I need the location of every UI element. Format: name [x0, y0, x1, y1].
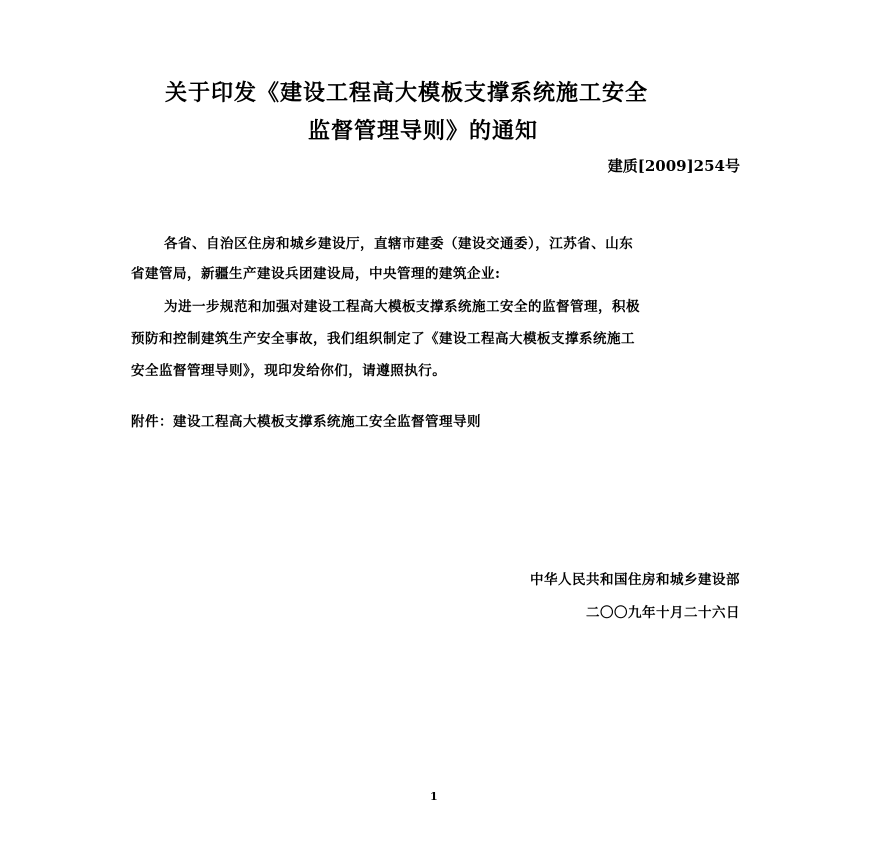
- issue-date: 二〇〇九年十月二十六日: [586, 605, 740, 621]
- document-title-line-2: 监督管理导则》的通知: [308, 118, 539, 144]
- body-line: 安全监督管理导则》，现印发给你们，请遵照执行。: [131, 363, 447, 379]
- document-number: 建质[2009]254号: [607, 157, 740, 175]
- attachment-line: 附件：建设工程高大模板支撑系统施工安全监督管理导则: [131, 414, 481, 430]
- body-line: 各省、自治区住房和城乡建设厅，直辖市建委（建设交通委），江苏省、山东: [164, 236, 634, 252]
- body-line: 预防和控制建筑生产安全事故，我们组织制定了《建设工程高大模板支撑系统施工: [131, 331, 635, 347]
- issuer-signature: 中华人民共和国住房和城乡建设部: [530, 572, 740, 588]
- body-line: 为进一步规范和加强对建设工程高大模板支撑系统施工安全的监督管理，积极: [164, 299, 640, 315]
- body-line: 省建管局，新疆生产建设兵团建设局，中央管理的建筑企业:: [131, 266, 501, 282]
- page-number: 1: [430, 790, 438, 803]
- document-title-line-1: 关于印发《建设工程高大模板支撑系统施工安全: [165, 80, 649, 106]
